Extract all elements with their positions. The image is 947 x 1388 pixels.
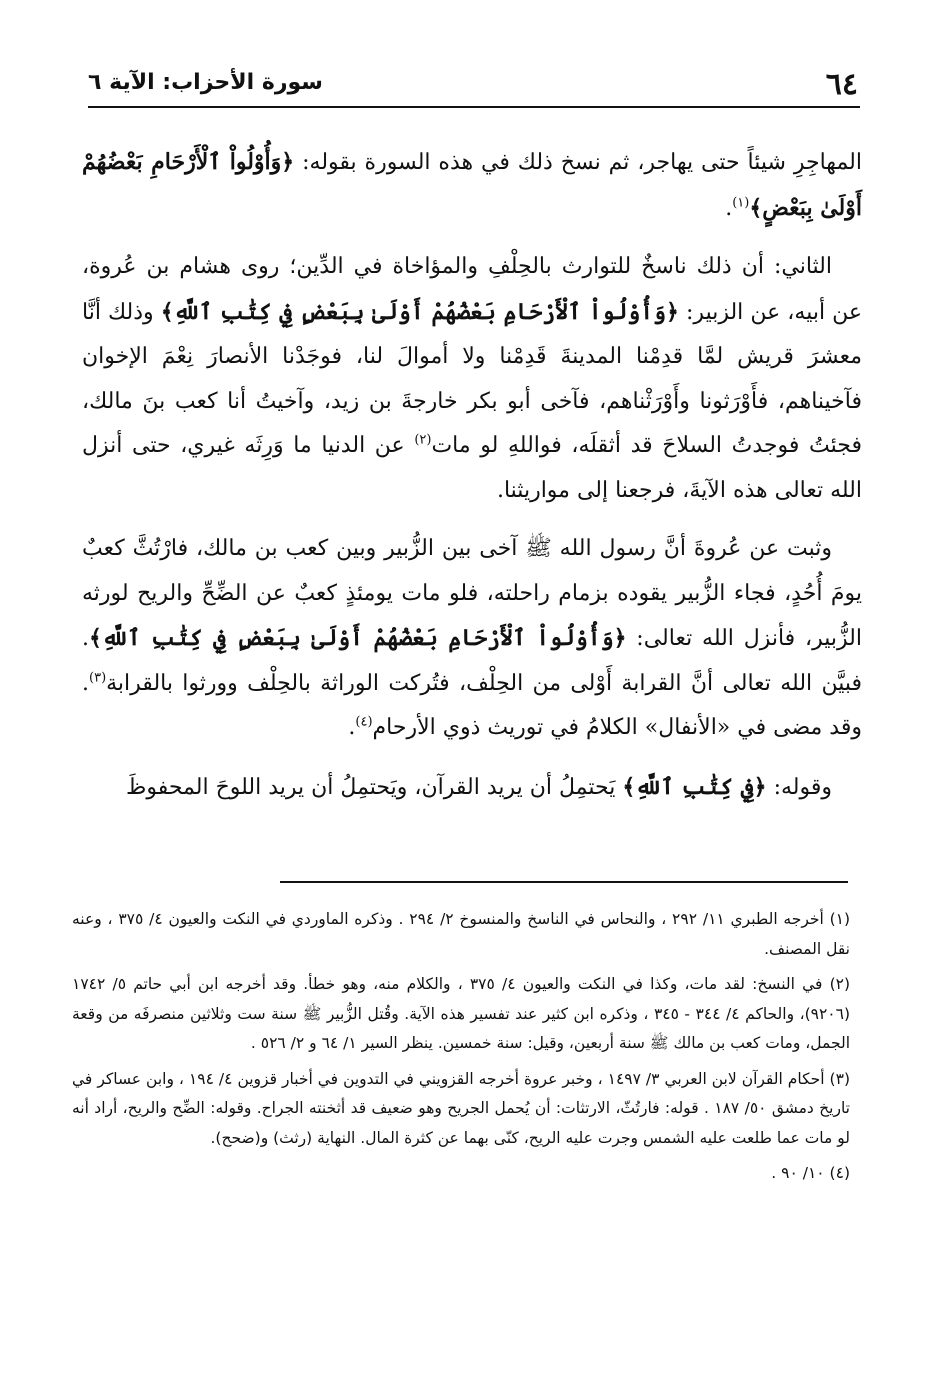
footnote-ref: (٤): [355, 714, 373, 730]
footnote-ref: (٣): [89, 670, 107, 686]
footnote-3: (٣) أحكام القرآن لابن العربي ٣/ ١٤٩٧ ، وخبر عروة أخرجه القزويني في التدوين في أخبار قزوين ٤/ ١٩٤ ، وابن عساكر في تاريخ دمشق ٥٠/ ١٨٧ . قوله: فارتُثّ، الارتثات: أن يُحمل الجريح وهو ضعيف قد أثخنته الجراح. وقوله: الضِّح والريح، أراد أنه لو مات عما طلعت عليه الشمس وجرت عليه الريح، كنّى بهما عن كثرة المال. النهاية (رثث) و(ضحح).: [72, 1069, 850, 1147]
text-run: . وقد مضى في «الأنفال» الكلامُ في توريث ذوي الأرحام: [82, 670, 862, 740]
text-run: الثاني: أن ذلك ناسخٌ للتوارث بالحِلْفِ والمؤاخاة في الدِّين؛ روى هشام بن عُروة، عن أبيه، عن الزبير:: [82, 254, 863, 325]
text-run: يَحتمِلُ أن يريد القرآن، ويَحتمِلُ أن يريد اللوحَ المحفوظَ: [126, 774, 623, 800]
footnote-ref: (٢): [414, 432, 432, 448]
text-run: . فبيَّن الله تعالى أنَّ القرابة أَوْلى من الحِلْف، فتُركت الوراثة بالحِلْف وورثوا بالقرابة: [82, 626, 862, 696]
footnote-separator: [280, 881, 848, 883]
quran-quote: ﴿فِي كِتَٰبِ ٱللَّهِ﴾: [622, 773, 767, 800]
paragraph-2: [82, 245, 862, 513]
paragraph-1: [82, 140, 862, 231]
quran-quote: ﴿وَأُوْلُواْ ٱلْأَرْحَامِ بَعْضُهُمْ أَوْلَىٰ بِبَعْضٍ فِي كِتَٰبِ ٱللَّهِ﴾: [160, 298, 679, 325]
paragraph-3: [82, 527, 862, 751]
main-text: [82, 140, 862, 824]
running-title: سورة الأحزاب: الآية ٦: [88, 70, 323, 95]
footnote-ref: (١): [732, 195, 750, 211]
footnote-1: (١) أخرجه الطبري ١١/ ٢٩٢ ، والنحاس في الناسخ والمنسوخ ٢/ ٢٩٤ . وذكره الماوردي في النكت والعيون ٤/ ٣٧٥ ، وعنه نقل المصنف.: [72, 910, 851, 958]
footnote-4: (٤) ١٠/ ٩٠ .: [771, 1164, 850, 1182]
text-run: .: [348, 715, 356, 740]
text-run: وثبت عن عُروةَ أنَّ رسول الله ﷺ آخى بين الزُّبير وبين كعب بن مالك، فارْتُثَّ كعبٌ يومَ أُحُدٍ، فجاء الزُّبير يقوده بزمام راحلته، فلو مات يومئذٍ كعبٌ عن الضِّحِّ والريح لورثه الزُّبير، فأنزل الله تعالى:: [82, 536, 862, 651]
page-header: [88, 62, 860, 108]
footnote-2: (٢) في النسخ: لقد مات، وكذا في النكت والعيون ٤/ ٣٧٥ ، والكلام منه، وهو خطأ. وقد أخرجه ابن أبي حاتم ٥/ ١٧٤٢ (٩٢٠٦)، والحاكم ٤/ ٣٤٤ - ٣٤٥ ، وذكره ابن كثير عند تفسير هذه الآية. وقُتل الزُّبير ﷺ سنة ست وثلاثين منصرفَه من وقعة الجمل، ومات كعب بن مالك ﷺ سنة أربعين، وقيل: سنة خمسين. ينظر السير ١/ ٦٤ و ٢/ ٥٢٦ .: [72, 975, 851, 1052]
text-run: .: [725, 195, 733, 221]
text-run: عن الدنيا ما وَرِثَه غيري، حتى أنزل الله تعالى هذه الآيةَ، فرجعنا إلى مواريثنا.: [82, 433, 862, 503]
quran-quote: ﴿وَأُوْلُواْ ٱلْأَرْحَامِ بَعْضُهُمْ أَوْلَىٰ بِبَعْضٍ﴾: [82, 149, 862, 221]
footnotes: [72, 905, 850, 1195]
quran-quote: ﴿وَأُوْلُواْ ٱلْأَرْحَامِ بَعْضُهُمْ أَوْلَىٰ بِبَعْضٍ فِي كِتَٰبِ ٱللَّهِ﴾: [89, 625, 627, 651]
text-run: وقوله:: [766, 774, 832, 800]
text-run: المهاجِرِ شيئاً حتى يهاجر، ثم نسخ ذلك في هذه السورة بقوله:: [294, 150, 862, 175]
page-number: ٦٤: [825, 67, 858, 102]
paragraph-4: [82, 765, 862, 811]
text-run: وذلك أنَّا معشرَ قريش لمَّا قدِمْنا المدينةَ قَدِمْنا ولا أموالَ لنا، فوجَدْنا الأنصارَ نِعْمَ الإخوان فآخيناهم، فأَوْرَثونا وأَوْرَثْناهم، فآخى أبو بكر خارجةَ بن زيد، وآخيتُ أنا كعب بنَ مالك، فجئتُ فوجدتُ السلاحَ قد أثقلَه، فواللهِ لو مات: [82, 299, 863, 458]
